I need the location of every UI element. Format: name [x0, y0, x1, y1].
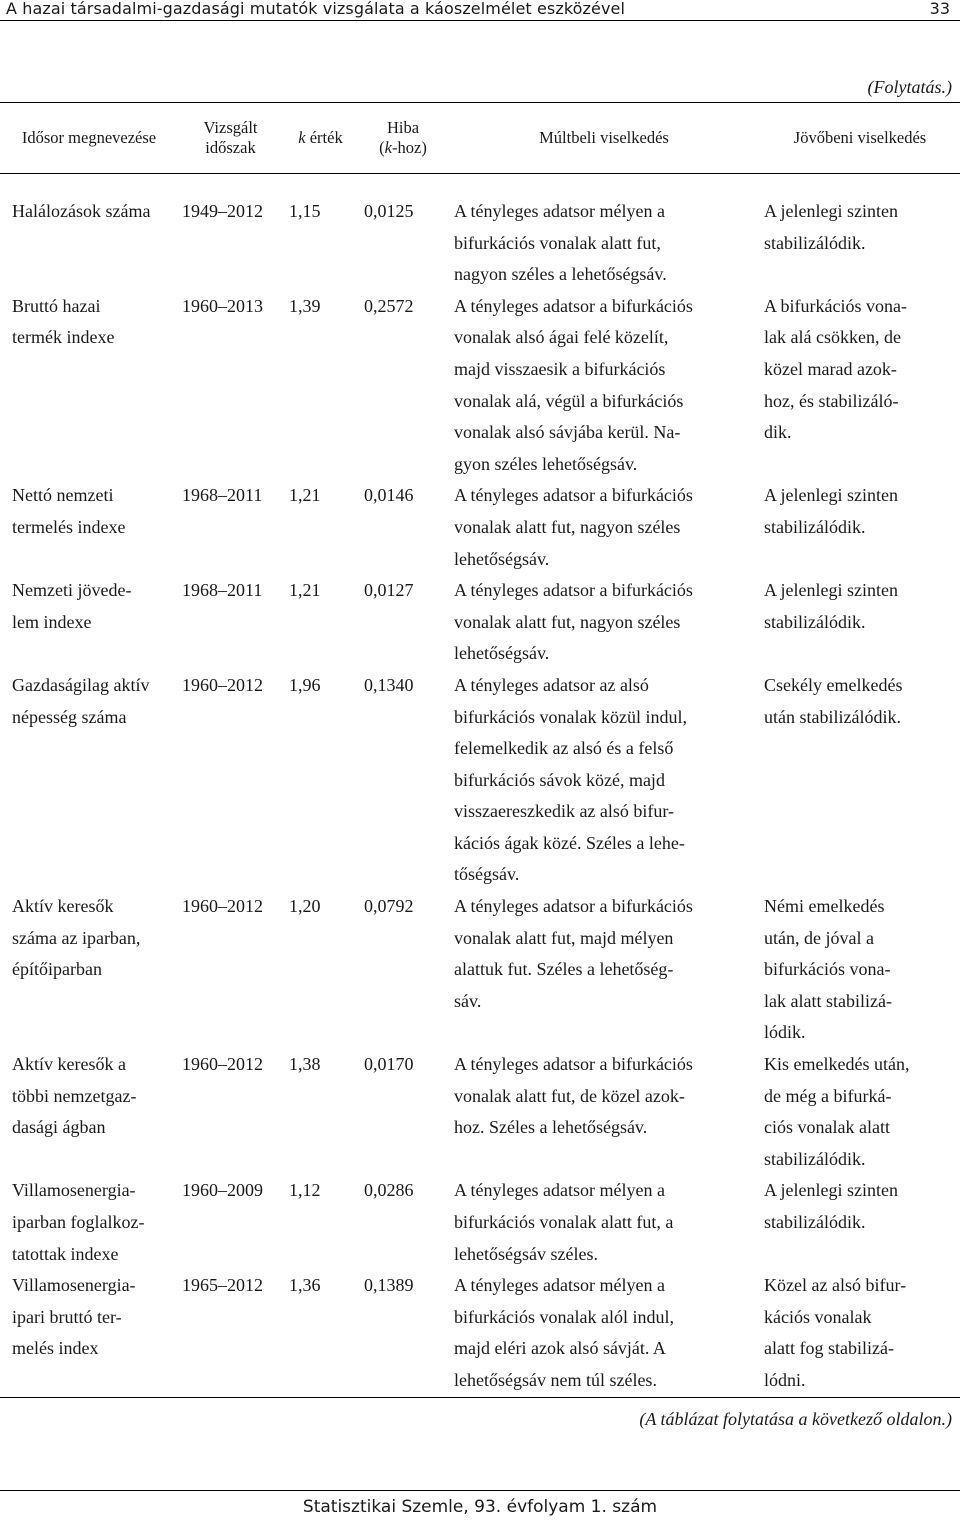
cell-past-behaviour: A tényleges adatsor az alsó bifurkációs vonalak közül indul, felemelkedik az alsó és a felső bifurkációs sávok közé, majd visszaereszkedik az alsó bifur- kációs ágak közé. Széles a lehe- tőségsáv. — [454, 674, 687, 885]
cell-error: 0,1389 — [358, 1270, 448, 1397]
cell-period: 1949–2012 — [182, 201, 263, 221]
table-body — [0, 174, 960, 1398]
table-row — [0, 480, 960, 575]
cell-future-behaviour: A bifurkációs vona- lak alá csökken, de közel marad azok- hoz, és stabilizáló- dik. — [764, 295, 907, 443]
cell-series-name: Aktív keresők száma az iparban, építőiparban — [12, 896, 141, 980]
table-row — [0, 891, 960, 1049]
cell-series-name: Aktív keresők a többi nemzetgaz- dasági ágban — [12, 1054, 137, 1138]
page-number: 33 — [929, 0, 950, 18]
cell-future-behaviour: Kis emelkedés után, de még a bifurká- ciós vonalak alatt stabilizálódik. — [764, 1054, 910, 1169]
cell-series-name: Villamosenergia- iparban foglalkoz- tatottak indexe — [12, 1180, 145, 1264]
column-header-error: Hiba (k-hoz) — [358, 103, 448, 174]
cell-series-name: Halálozások száma — [12, 201, 151, 221]
journal-name: Statisztikai Szemle, 93. évfolyam 1. szám — [302, 1497, 658, 1517]
table-header-row — [0, 103, 960, 174]
column-header-past-behaviour: Múltbeli viselkedés — [448, 103, 760, 174]
cell-future-behaviour: Csekély emelkedés után stabilizálódik. — [764, 674, 903, 727]
cell-past-behaviour: A tényleges adatsor a bifurkációs vonalak alatt fut, de közel azok- hoz. Széles a lehetőségsáv. — [454, 1054, 693, 1138]
column-header-period: Vizsgált időszak — [178, 103, 283, 174]
cell-future-behaviour: A jelenlegi szinten stabilizálódik. — [764, 485, 898, 537]
running-title: A hazai társadalmi-gazdasági mutatók vizsgálata a káoszelmélet eszközével — [6, 0, 626, 18]
cell-error: 0,1340 — [364, 674, 414, 695]
cell-period: 1960–2012 — [182, 674, 263, 695]
cell-past-behaviour: A tényleges adatsor mélyen a bifurkációs vonalak alól indul, majd eléri azok alsó sávját. A lehetőségsáv nem túl széles. — [448, 1270, 760, 1397]
table-row — [0, 1175, 960, 1270]
column-header-future-behaviour: Jövőbeni viselkedés — [760, 103, 960, 174]
column-header-series-name: Idősor megnevezése — [0, 103, 178, 174]
continued-note: (A táblázat folytatása a következő oldalon.) — [639, 1409, 952, 1429]
cell-period: 1968–2011 — [182, 485, 263, 506]
cell-error: 0,0125 — [364, 201, 414, 221]
cell-period: 1960–2012 — [182, 1054, 263, 1075]
results-table — [0, 102, 960, 1398]
cell-period: 1960–2013 — [182, 295, 263, 316]
cell-error: 0,0146 — [364, 485, 414, 506]
cell-k-value: 1,21 — [289, 485, 321, 506]
cell-k-value: 1,38 — [289, 1054, 321, 1075]
cell-future-behaviour: A jelenlegi szinten stabilizálódik. — [764, 1180, 898, 1232]
table-row — [0, 1270, 960, 1397]
cell-period: 1960–2012 — [182, 896, 263, 917]
cell-k-value: 1,39 — [289, 295, 321, 316]
cell-past-behaviour: A tényleges adatsor mélyen a bifurkációs vonalak alatt fut, nagyon széles a lehetőségsáv. — [454, 201, 667, 285]
cell-k-value: 1,20 — [289, 896, 321, 917]
cell-series-name: Gazdaságilag aktív népesség száma — [12, 674, 150, 727]
cell-period: 1968–2011 — [182, 580, 263, 601]
cell-k-value: 1,36 — [283, 1270, 358, 1397]
cell-past-behaviour: A tényleges adatsor a bifurkációs vonalak alatt fut, nagyon széles lehetőségsáv. — [454, 580, 693, 664]
cell-series-name: Nettó nemzeti termelés indexe — [12, 485, 126, 537]
cell-k-value: 1,12 — [289, 1180, 321, 1201]
table-row — [0, 670, 960, 891]
table-row — [0, 1049, 960, 1175]
cell-error: 0,0127 — [364, 580, 414, 601]
cell-future-behaviour: Némi emelkedés után, de jóval a bifurkációs vona- lak alatt stabilizá- lódik. — [764, 896, 892, 1043]
cell-past-behaviour: A tényleges adatsor a bifurkációs vonalak alatt fut, nagyon széles lehetőségsáv. — [454, 485, 693, 569]
cell-future-behaviour: A jelenlegi szinten stabilizálódik. — [764, 580, 898, 632]
page-footer — [0, 1490, 960, 1522]
cell-period: 1965–2012 — [178, 1270, 283, 1397]
column-header-k-value: k érték — [283, 103, 358, 174]
cell-k-value: 1,96 — [289, 674, 321, 695]
continuation-note: (Folytatás.) — [867, 77, 952, 97]
cell-error: 0,2572 — [364, 295, 414, 316]
cell-past-behaviour: A tényleges adatsor mélyen a bifurkációs vonalak alatt fut, a lehetőségsáv széles. — [454, 1180, 674, 1264]
cell-future-behaviour: A jelenlegi szinten stabilizálódik. — [764, 201, 898, 253]
table-row — [0, 174, 960, 291]
cell-series-name: Nemzeti jövede- lem indexe — [12, 580, 132, 632]
cell-series-name: Bruttó hazai termék indexe — [12, 295, 115, 348]
cell-k-value: 1,21 — [289, 580, 321, 601]
table-row — [0, 291, 960, 481]
cell-k-value: 1,15 — [289, 201, 321, 221]
running-header — [0, 0, 960, 21]
cell-past-behaviour: A tényleges adatsor a bifurkációs vonalak alsó ágai felé közelít, majd visszaesik a bifurkációs vonalak alá, végül a bifurkációs vonalak alsó sávjába kerül. Na- gyon széles lehetőségsáv. — [454, 295, 693, 474]
table-row — [0, 575, 960, 670]
cell-error: 0,0170 — [364, 1054, 414, 1075]
cell-future-behaviour: Közel az alsó bifur- kációs vonalak alatt fog stabilizá- lódni. — [760, 1270, 960, 1397]
cell-error: 0,0286 — [364, 1180, 414, 1201]
cell-period: 1960–2009 — [182, 1180, 263, 1201]
cell-past-behaviour: A tényleges adatsor a bifurkációs vonalak alatt fut, majd mélyen alattuk fut. Széles a lehetőség- sáv. — [454, 896, 693, 1011]
cell-error: 0,0792 — [364, 896, 414, 917]
cell-series-name: Villamosenergia- ipari bruttó ter- melés index — [0, 1270, 178, 1397]
